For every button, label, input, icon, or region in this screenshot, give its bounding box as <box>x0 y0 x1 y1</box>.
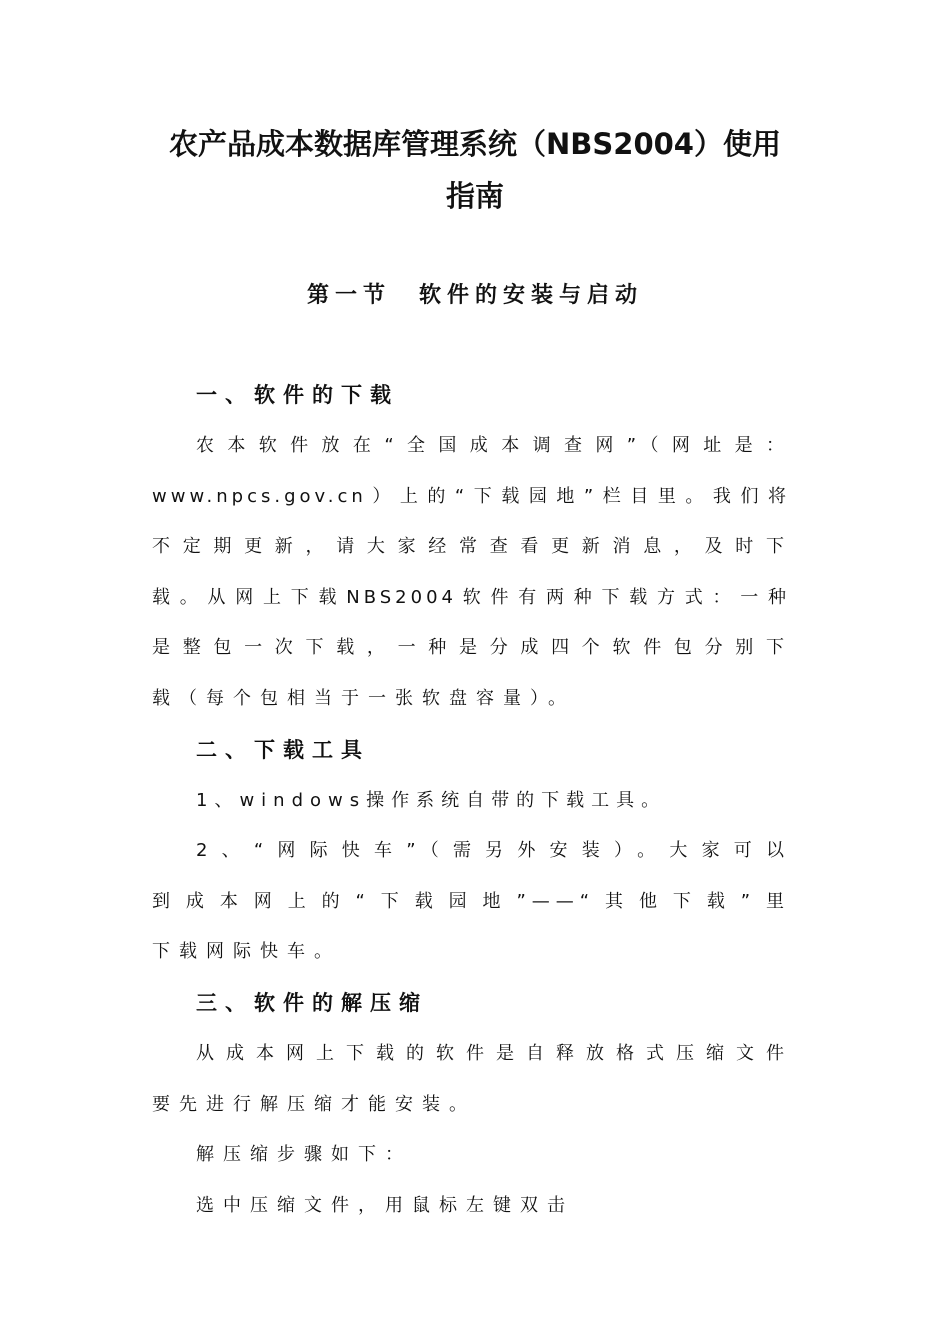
paragraph-line: 2、“网际快车”（需另外安装）。大家可以 <box>196 840 790 862</box>
subheading-download-tools: 二、下载工具 <box>196 737 370 762</box>
paragraph-line: 不定期更新，请大家经常查看更新消息，及时下 <box>152 536 790 558</box>
paragraph-line: www.npcs.gov.cn）上的“下载园地”栏目里。我们将 <box>152 485 790 507</box>
paragraph-line: 到成本网上的“下载园地”——“其他下载”里 <box>152 890 790 912</box>
paragraph-line: 载（每个包相当于一张软盘容量）。 <box>152 687 575 709</box>
paragraph-line: 要先进行解压缩才能安装。 <box>152 1093 476 1115</box>
paragraph-line: 农本软件放在“全国成本调查网”（网址是： <box>196 435 790 456</box>
paragraph-line: 解压缩步骤如下： <box>196 1144 412 1166</box>
document-title-line-1: 农产品成本数据库管理系统（NBS2004）使用 <box>169 127 781 161</box>
paragraph-line: 从成本网上下载的软件是自释放格式压缩文件 <box>196 1042 790 1064</box>
section-title: 第一节 软件的安装与启动 <box>306 283 643 308</box>
subheading-download: 一、软件的下载 <box>196 383 399 407</box>
subheading-decompression: 三、软件的解压缩 <box>196 990 428 1015</box>
paragraph-line: 是整包一次下载，一种是分成四个软件包分别下 <box>152 637 790 659</box>
paragraph-line: 选中压缩文件，用鼠标左键双击 <box>196 1194 574 1216</box>
paragraph-line: 1、windows操作系统自带的下载工具。 <box>196 789 667 811</box>
document-body <box>152 370 790 1231</box>
paragraph-line: 载。从网上下载NBS2004软件有两种下载方式：一种 <box>152 586 790 608</box>
document-title-line-2: 指南 <box>445 179 504 213</box>
document-title <box>150 118 800 222</box>
paragraph-line: 下载网际快车。 <box>152 941 341 963</box>
